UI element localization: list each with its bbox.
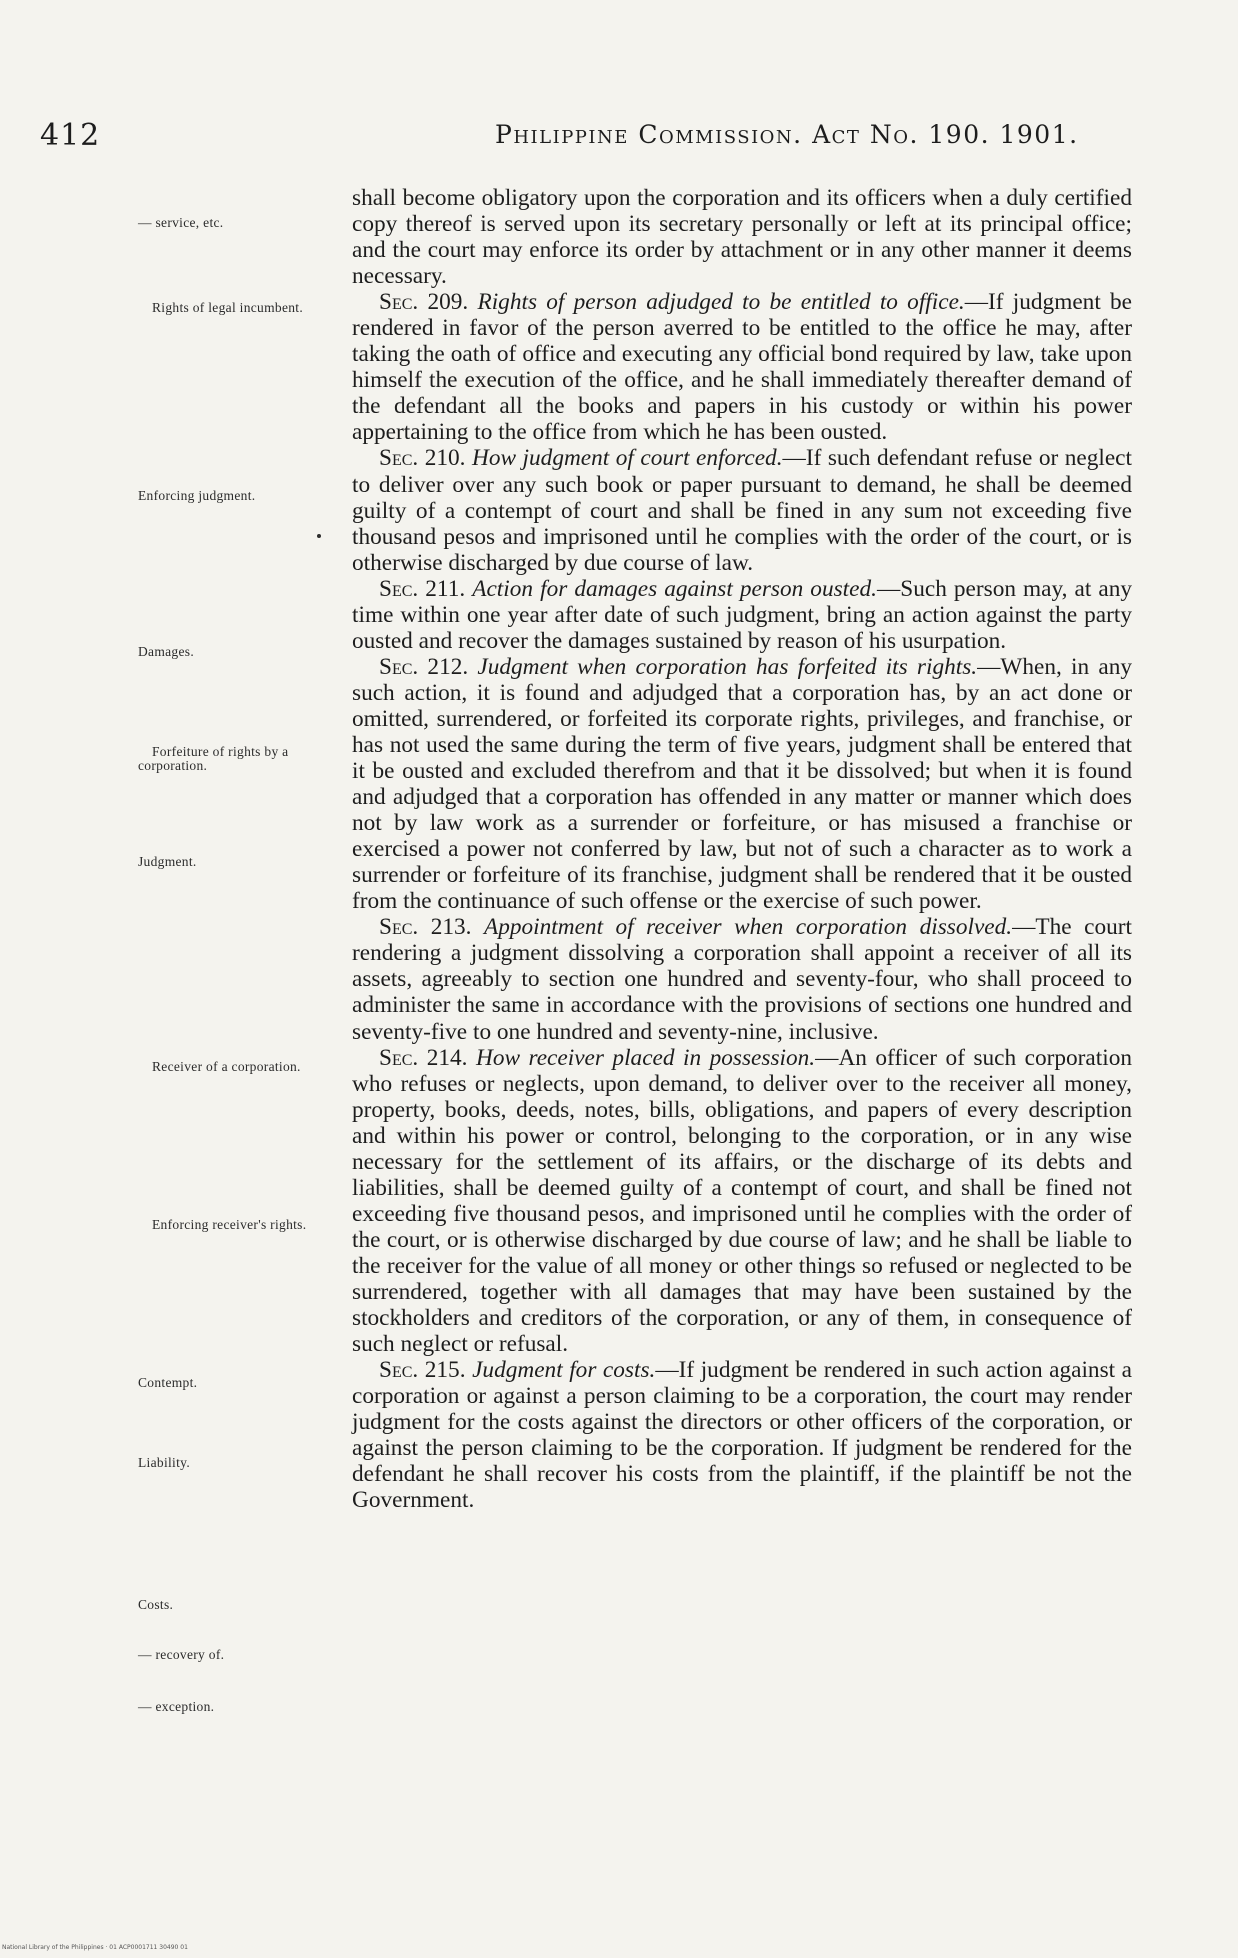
printer-mark	[317, 534, 321, 538]
section-212	[352, 654, 1132, 914]
margin-note: Enforcing judgment.	[138, 488, 256, 503]
section-number: Sec. 214.	[379, 1044, 468, 1071]
section-text: —If judgment be rendered in such action against a corporation or against a person claiming to be a corporation, the court may render judgment for the costs against the directors or other officers of the corporation, or against the person claiming to be the corporation. If judgment be rendered for the defendant he shall recover his costs from the plaintiff, if the plaintiff be not the Government.	[352, 1357, 1132, 1514]
section-211	[352, 576, 1132, 654]
margin-note: Rights of legal incumbent.	[152, 300, 304, 315]
paragraph-text: shall become obligatory upon the corporation and its officers when a duly certified copy thereof is served upon its secretary personally or left at its principal office; and the court may enforce its order by attachment or in any other manner it deems necessary.	[352, 185, 1132, 290]
margin-note: — recovery of.	[138, 1647, 225, 1662]
scan-footer-stamp: National Library of the Philippines · 01 ACP0001711 30490 01	[2, 1944, 188, 1951]
margin-note: Enforcing receiver's rights.	[152, 1217, 307, 1232]
margin-note: Damages.	[138, 644, 195, 659]
section-number: Sec. 215.	[379, 1357, 466, 1384]
margin-note: Receiver of a corporation.	[152, 1059, 301, 1074]
section-209	[352, 289, 1132, 445]
section-214	[352, 1045, 1132, 1358]
margin-note: Contempt.	[138, 1375, 198, 1390]
section-215	[352, 1357, 1132, 1513]
paragraph-continuation	[352, 185, 1132, 289]
margin-note: — service, etc.	[138, 215, 224, 230]
section-number: Sec. 211.	[379, 575, 466, 602]
body-text	[352, 185, 1132, 1513]
section-heading: Judgment for costs.	[472, 1357, 656, 1384]
section-number: Sec. 212.	[379, 653, 469, 680]
section-210	[352, 445, 1132, 575]
section-text: —The court rendering a judgment dissolving a corporation shall appoint a receiver of all its assets, agreeably to section one hundred and seventy-four, who shall proceed to administer the same in accordance with the provisions of sections one hundred and seventy-five to one hundred and seventy-nine, inclusive.	[352, 914, 1132, 1045]
page-number: 412	[40, 118, 101, 153]
running-head: Philippine Commission. Act No. 190. 1901.	[495, 120, 1079, 149]
margin-note: — exception.	[138, 1699, 215, 1714]
section-text: —Such person may, at any time within one year after date of such judgment, bring an action against the party ousted and recover the damages sustained by reason of his usurpation.	[352, 575, 1132, 654]
section-heading: How receiver placed in possession.	[476, 1044, 816, 1071]
page-header	[40, 118, 1200, 158]
section-213	[352, 914, 1132, 1044]
margin-note: Forfeiture of rights by a corporation.	[138, 744, 289, 773]
section-heading: Action for damages against person ousted.	[472, 575, 877, 602]
section-text: —When, in any such action, it is found and adjudged that a corporation has, by an act done or omitted, surrendered, or forfeited its corporate rights, privileges, and franchise, or has not used the same during the term of five years, judgment shall be entered that it be ousted and excluded therefrom and that it be dissolved; but when it is found and adjudged that a corporation has offended in any matter or manner which does not by law work as a surrender or forfeiture, or has misused a franchise or exercised a power not conferred by law, but not of such a character as to work a surrender or forfeiture of its franchise, judgment shall be rendered that it be ousted from the continuance of such offense or the exercise of such power.	[352, 653, 1132, 915]
section-heading: Appointment of receiver when corporation dissolved.	[484, 914, 1013, 941]
section-heading: How judgment of court enforced.	[472, 445, 783, 472]
section-text: —An officer of such corporation who refuses or neglects, upon demand, to deliver over to the receiver all money, property, books, deeds, notes, bills, obligations, and papers of every description and within his power or control, belonging to the corporation, or in any wise necessary for the settlement of its affairs, or the discharge of its debts and liabilities, shall be deemed guilty of a contempt of court, and shall be fined not exceeding five thousand pesos, and imprisoned until he complies with the order of the court, or is otherwise discharged by due course of law; and he shall be liable to the receiver for the value of all money or other things so refused or neglected to be surrendered, together with all damages that may have been sustained by the stockholders and creditors of the corporation, or any of them, in consequence of such neglect or refusal.	[352, 1044, 1133, 1358]
section-heading: Rights of person adjudged to be entitled to office.	[477, 289, 965, 316]
section-number: Sec. 213.	[379, 914, 472, 941]
section-number: Sec. 210.	[379, 445, 466, 472]
section-heading: Judgment when corporation has forfeited its rights.	[477, 653, 978, 680]
section-number: Sec. 209.	[379, 289, 469, 316]
margin-note: Judgment.	[138, 854, 197, 869]
margin-note: Liability.	[138, 1455, 190, 1470]
section-text: —If such defendant refuse or neglect to deliver over any such book or paper pursuant to demand, he shall be deemed guilty of a contempt of court and shall be fined in any sum not exceeding five thousand pesos and imprisoned until he complies with the order of the court, or is otherwise discharged by due course of law.	[352, 445, 1132, 576]
margin-note: Costs.	[138, 1597, 174, 1612]
section-text: —If judgment be rendered in favor of the person averred to be entitled to the office he may, after taking the oath of office and executing any official bond required by law, take upon himself the execution of the office, and he shall immediately thereafter demand of the defendant all the books and papers in his custody or within his power appertaining to the office from which he has been ousted.	[352, 289, 1133, 446]
